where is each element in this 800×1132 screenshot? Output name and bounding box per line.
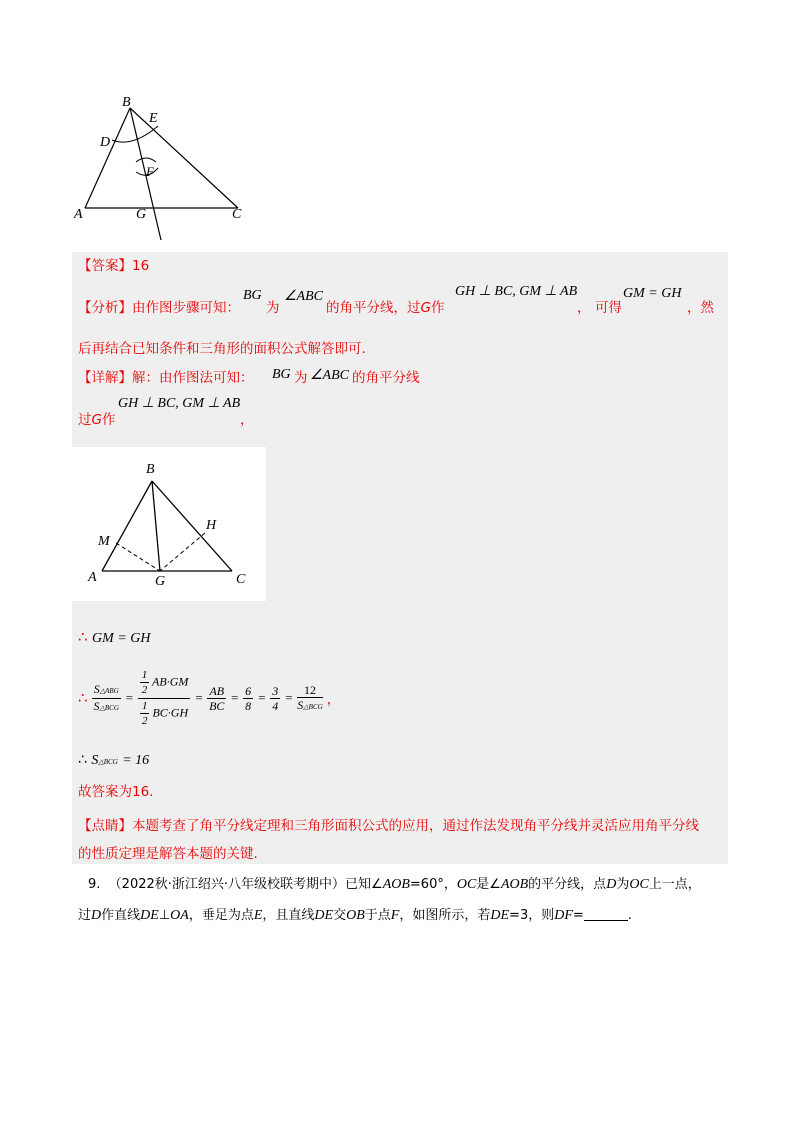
q9-l2-4: ，垂足为点	[188, 908, 254, 923]
q9-de3: DE	[490, 908, 510, 923]
comment-tag: 【点睛】	[78, 818, 132, 834]
answer-blank[interactable]	[584, 906, 628, 921]
q9-t2: 是∠	[476, 877, 501, 892]
step-2	[78, 668, 340, 728]
detail-line2-text: 过	[78, 412, 92, 428]
detail-math-bg: BG	[272, 367, 291, 382]
q9-aob: AOB	[382, 877, 410, 892]
q9-l2-end: .	[627, 908, 632, 923]
q9-oc2: OC	[629, 877, 649, 892]
answer-value: 16	[132, 258, 150, 274]
s-bcg-2: S	[297, 697, 304, 712]
comment-line-2: 的性质定理是解答本题的关键.	[78, 846, 258, 862]
q9-t4: 为	[616, 877, 630, 892]
therefore-2: ∴	[78, 689, 88, 707]
q9-oc: OC	[456, 877, 477, 892]
analysis-text-6: ，然	[687, 300, 714, 316]
q9-d: D	[606, 877, 617, 892]
detail-line2-math: GH ⊥ BC, GM ⊥ AB	[118, 396, 241, 411]
six-eight-fraction	[243, 684, 253, 713]
ab: AB	[209, 683, 225, 698]
question-9-line-1	[88, 875, 701, 895]
detail-math-angle: ∠ABC	[310, 368, 349, 383]
q9-l2-6: 交	[333, 908, 347, 923]
answer-tag: 【答案】	[78, 258, 132, 274]
eq-3: =	[230, 690, 240, 705]
conclusion: 故答案为16.	[78, 784, 154, 800]
s-bcg-3: S	[91, 753, 99, 768]
step-2-comma: ，	[326, 692, 340, 708]
q9-l2-5: ，且直线	[262, 908, 315, 923]
area-ratio-fraction	[92, 682, 121, 715]
analysis-line-2: 后再结合已知条件和三角形的面积公式解答即可.	[78, 341, 366, 357]
therefore-3: ∴	[78, 752, 87, 768]
q9-l2-10: =	[572, 908, 584, 923]
arc-f1	[136, 158, 156, 162]
four: 4	[272, 698, 279, 713]
q9-de2: DE	[314, 908, 334, 923]
bc: BC	[209, 698, 225, 713]
analysis-text-3a: 的角平分线，过	[326, 300, 421, 316]
step-1	[78, 628, 150, 647]
eight: 8	[245, 698, 252, 713]
q9-l2-1: 过	[78, 908, 92, 923]
label-g: G	[155, 574, 166, 589]
analysis-text-5: 可得	[595, 300, 622, 316]
analysis-text-2: 为	[266, 300, 280, 316]
label-h: H	[206, 518, 217, 533]
label-a: A	[74, 207, 83, 222]
step-1-math: GM = GH	[92, 631, 151, 646]
step-3	[78, 752, 149, 769]
detail-tag: 【详解】	[78, 370, 132, 386]
analysis-math-angle: ∠ABC	[284, 289, 323, 304]
detail-text-3: 的角平分线	[352, 370, 420, 386]
q9-l2-8: ，如图所示，若	[399, 908, 491, 923]
twelve-fraction	[297, 683, 322, 714]
q9-f: F	[390, 908, 400, 923]
q9-t3: 的平分线，点	[528, 877, 607, 892]
label-d: D	[100, 135, 111, 150]
bc-gh: BC·GH	[152, 705, 189, 720]
q9-d2: D	[91, 908, 102, 923]
segment-gh	[160, 533, 205, 571]
side-ba	[102, 481, 152, 571]
label-c: C	[232, 207, 242, 222]
detail-line-2	[78, 410, 115, 430]
label-g: G	[136, 207, 147, 222]
detail-line2-g: G	[91, 412, 102, 428]
half-bottom	[140, 699, 150, 728]
half-num-bottom: 1	[141, 700, 148, 712]
half-den-bottom: 2	[141, 715, 148, 727]
question-9-line-2	[78, 906, 632, 926]
half-den-top: 2	[141, 684, 148, 696]
q9-l2-3: ⊥	[158, 908, 171, 923]
construction-figure	[60, 88, 270, 248]
analysis-math-equal: GM = GH	[623, 286, 682, 301]
detail-line-1	[78, 368, 254, 388]
label-m: M	[98, 534, 110, 549]
q9-l2-2: 作直线	[101, 908, 141, 923]
ab-gm: AB·GM	[152, 674, 189, 689]
analysis-text-4: 作	[430, 300, 445, 316]
q9-oa: OA	[170, 908, 189, 923]
q9-source: （2022秋·浙江绍兴·八年级校联考期中）已知∠	[108, 877, 383, 892]
segment-gm	[116, 543, 160, 571]
q9-t1: =60°，	[409, 877, 457, 892]
q9-df: DF	[554, 908, 573, 923]
half-fraction	[138, 668, 191, 728]
s-bcg-sub: △BCG	[99, 703, 119, 712]
s-abg-sub: △ABG	[99, 686, 119, 695]
detail-line2-text2: 作	[101, 412, 116, 428]
question-number: 9.	[88, 877, 101, 892]
ab-bc-fraction	[207, 684, 226, 713]
twelve: 12	[297, 683, 322, 698]
q9-t5: 上一点，	[648, 877, 701, 892]
q9-ob: OB	[346, 908, 365, 923]
eq-1: =	[124, 690, 134, 705]
q9-l2-9: =3，则	[509, 908, 555, 923]
label-c: C	[236, 572, 246, 587]
side-bc	[152, 481, 232, 571]
eq-4: =	[257, 690, 267, 705]
s-abg: S	[93, 681, 100, 696]
segment-bg	[152, 481, 160, 571]
analysis-math-perp: GH ⊥ BC, GM ⊥ AB	[455, 284, 578, 299]
answer-line	[78, 256, 149, 276]
comment-line-1	[78, 816, 699, 836]
eq-5: =	[284, 690, 294, 705]
s-bcg-sub-3: △BCG	[98, 758, 118, 766]
label-b: B	[122, 95, 131, 110]
s-bcg: S	[93, 698, 100, 713]
therefore-1: ∴	[78, 628, 88, 646]
analysis-tag: 【分析】	[78, 300, 132, 316]
six: 6	[245, 683, 252, 698]
detail-text-2: 为	[294, 370, 308, 386]
three: 3	[272, 683, 279, 698]
q9-de: DE	[140, 908, 159, 923]
q9-e: E	[253, 908, 263, 923]
s-bcg-sub-2: △BCG	[303, 702, 323, 711]
analysis-tag-line	[78, 298, 240, 318]
three-four-fraction	[270, 684, 280, 713]
analysis-g: G	[420, 300, 431, 316]
label-f: F	[146, 164, 154, 179]
q9-l2-7: 于点	[364, 908, 391, 923]
final-value: = 16	[122, 753, 150, 768]
comment-text-1: 本题考查了角平分线定理和三角形面积公式的应用，通过作法发现角平分线并灵活应用角平分线	[132, 818, 699, 834]
half-top	[140, 668, 150, 697]
detail-text-1: 解：由作图法可知：	[132, 370, 254, 386]
analysis-math-bg: BG	[243, 288, 262, 303]
half-num-top: 1	[141, 669, 148, 681]
analysis-text-1: 由作图步骤可知：	[132, 300, 240, 316]
label-a: A	[88, 570, 97, 585]
label-b: B	[146, 462, 155, 477]
eq-2: =	[194, 690, 204, 705]
side-ab	[85, 108, 130, 208]
analysis-text-3	[326, 298, 444, 318]
analysis-comma: ，	[577, 300, 591, 316]
triangle-figure	[72, 447, 266, 601]
label-e: E	[149, 111, 158, 126]
detail-line2-comma: ，	[240, 412, 254, 428]
q9-aob2: AOB	[500, 877, 529, 892]
